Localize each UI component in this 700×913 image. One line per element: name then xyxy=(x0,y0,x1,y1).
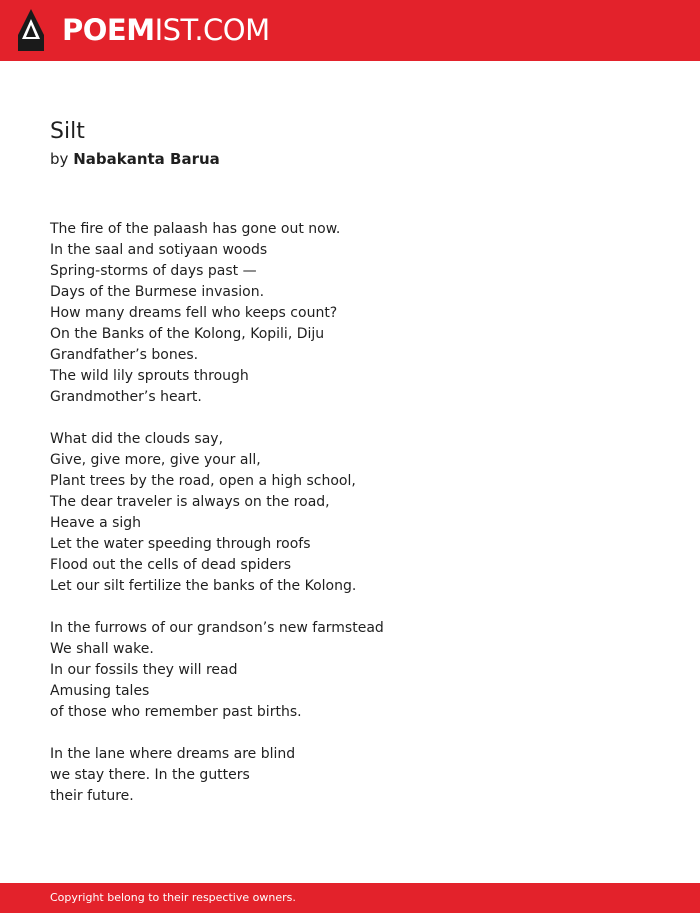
poem-line: we stay there. In the gutters xyxy=(50,767,250,783)
poem-line: On the Banks of the Kolong, Kopili, Diju xyxy=(50,326,325,342)
poem-line: Amusing tales xyxy=(50,683,150,699)
poem-body xyxy=(50,219,650,828)
poem-line: In the furrows of our grandson’s new farmstead xyxy=(50,620,384,636)
site-footer xyxy=(0,883,700,913)
poem-line: their future. xyxy=(50,788,134,804)
poem-line: Heave a sigh xyxy=(50,515,142,531)
site-header xyxy=(0,0,700,61)
author-name: Nabakanta Barua xyxy=(73,150,220,168)
poem-line: Let the water speeding through roofs xyxy=(50,536,311,552)
poem-line: Grandfather’s bones. xyxy=(50,347,199,363)
logo-text-bold: POEM xyxy=(62,13,155,47)
poem-line: Spring-storms of days past — xyxy=(50,263,257,279)
poem-line: Give, give more, give your all, xyxy=(50,452,261,468)
poem-line: In the lane where dreams are blind xyxy=(50,746,296,762)
copyright-notice: Copyright belong to their respective owners. xyxy=(50,891,296,904)
poem-line: Grandmother’s heart. xyxy=(50,389,202,405)
poem-line: We shall wake. xyxy=(50,641,154,657)
poem-line: In our fossils they will read xyxy=(50,662,238,678)
by-label: by xyxy=(50,150,69,168)
poem-line: What did the clouds say, xyxy=(50,431,224,447)
poem-stanza xyxy=(50,429,650,597)
poem-line: Plant trees by the road, open a high school, xyxy=(50,473,356,489)
poem-line: Let our silt fertilize the banks of the Kolong. xyxy=(50,578,357,594)
poem-title: Silt xyxy=(50,119,85,144)
site-logo[interactable] xyxy=(62,12,270,48)
poem-line: The dear traveler is always on the road, xyxy=(50,494,330,510)
pencil-tip-icon[interactable] xyxy=(18,9,44,51)
poem-line: How many dreams fell who keeps count? xyxy=(50,305,338,321)
poem-line: The wild lily sprouts through xyxy=(50,368,249,384)
poem-byline xyxy=(50,148,220,170)
poem-stanza xyxy=(50,618,650,723)
poem-line: In the saal and sotiyaan woods xyxy=(50,242,268,258)
poem-line: of those who remember past births. xyxy=(50,704,302,720)
poem-stanza xyxy=(50,744,650,807)
logo-text-light: IST.COM xyxy=(154,13,270,47)
poem-line: Days of the Burmese invasion. xyxy=(50,284,265,300)
poem-line: The fire of the palaash has gone out now. xyxy=(50,221,341,237)
poem-stanza xyxy=(50,219,650,408)
poem-line: Flood out the cells of dead spiders xyxy=(50,557,292,573)
